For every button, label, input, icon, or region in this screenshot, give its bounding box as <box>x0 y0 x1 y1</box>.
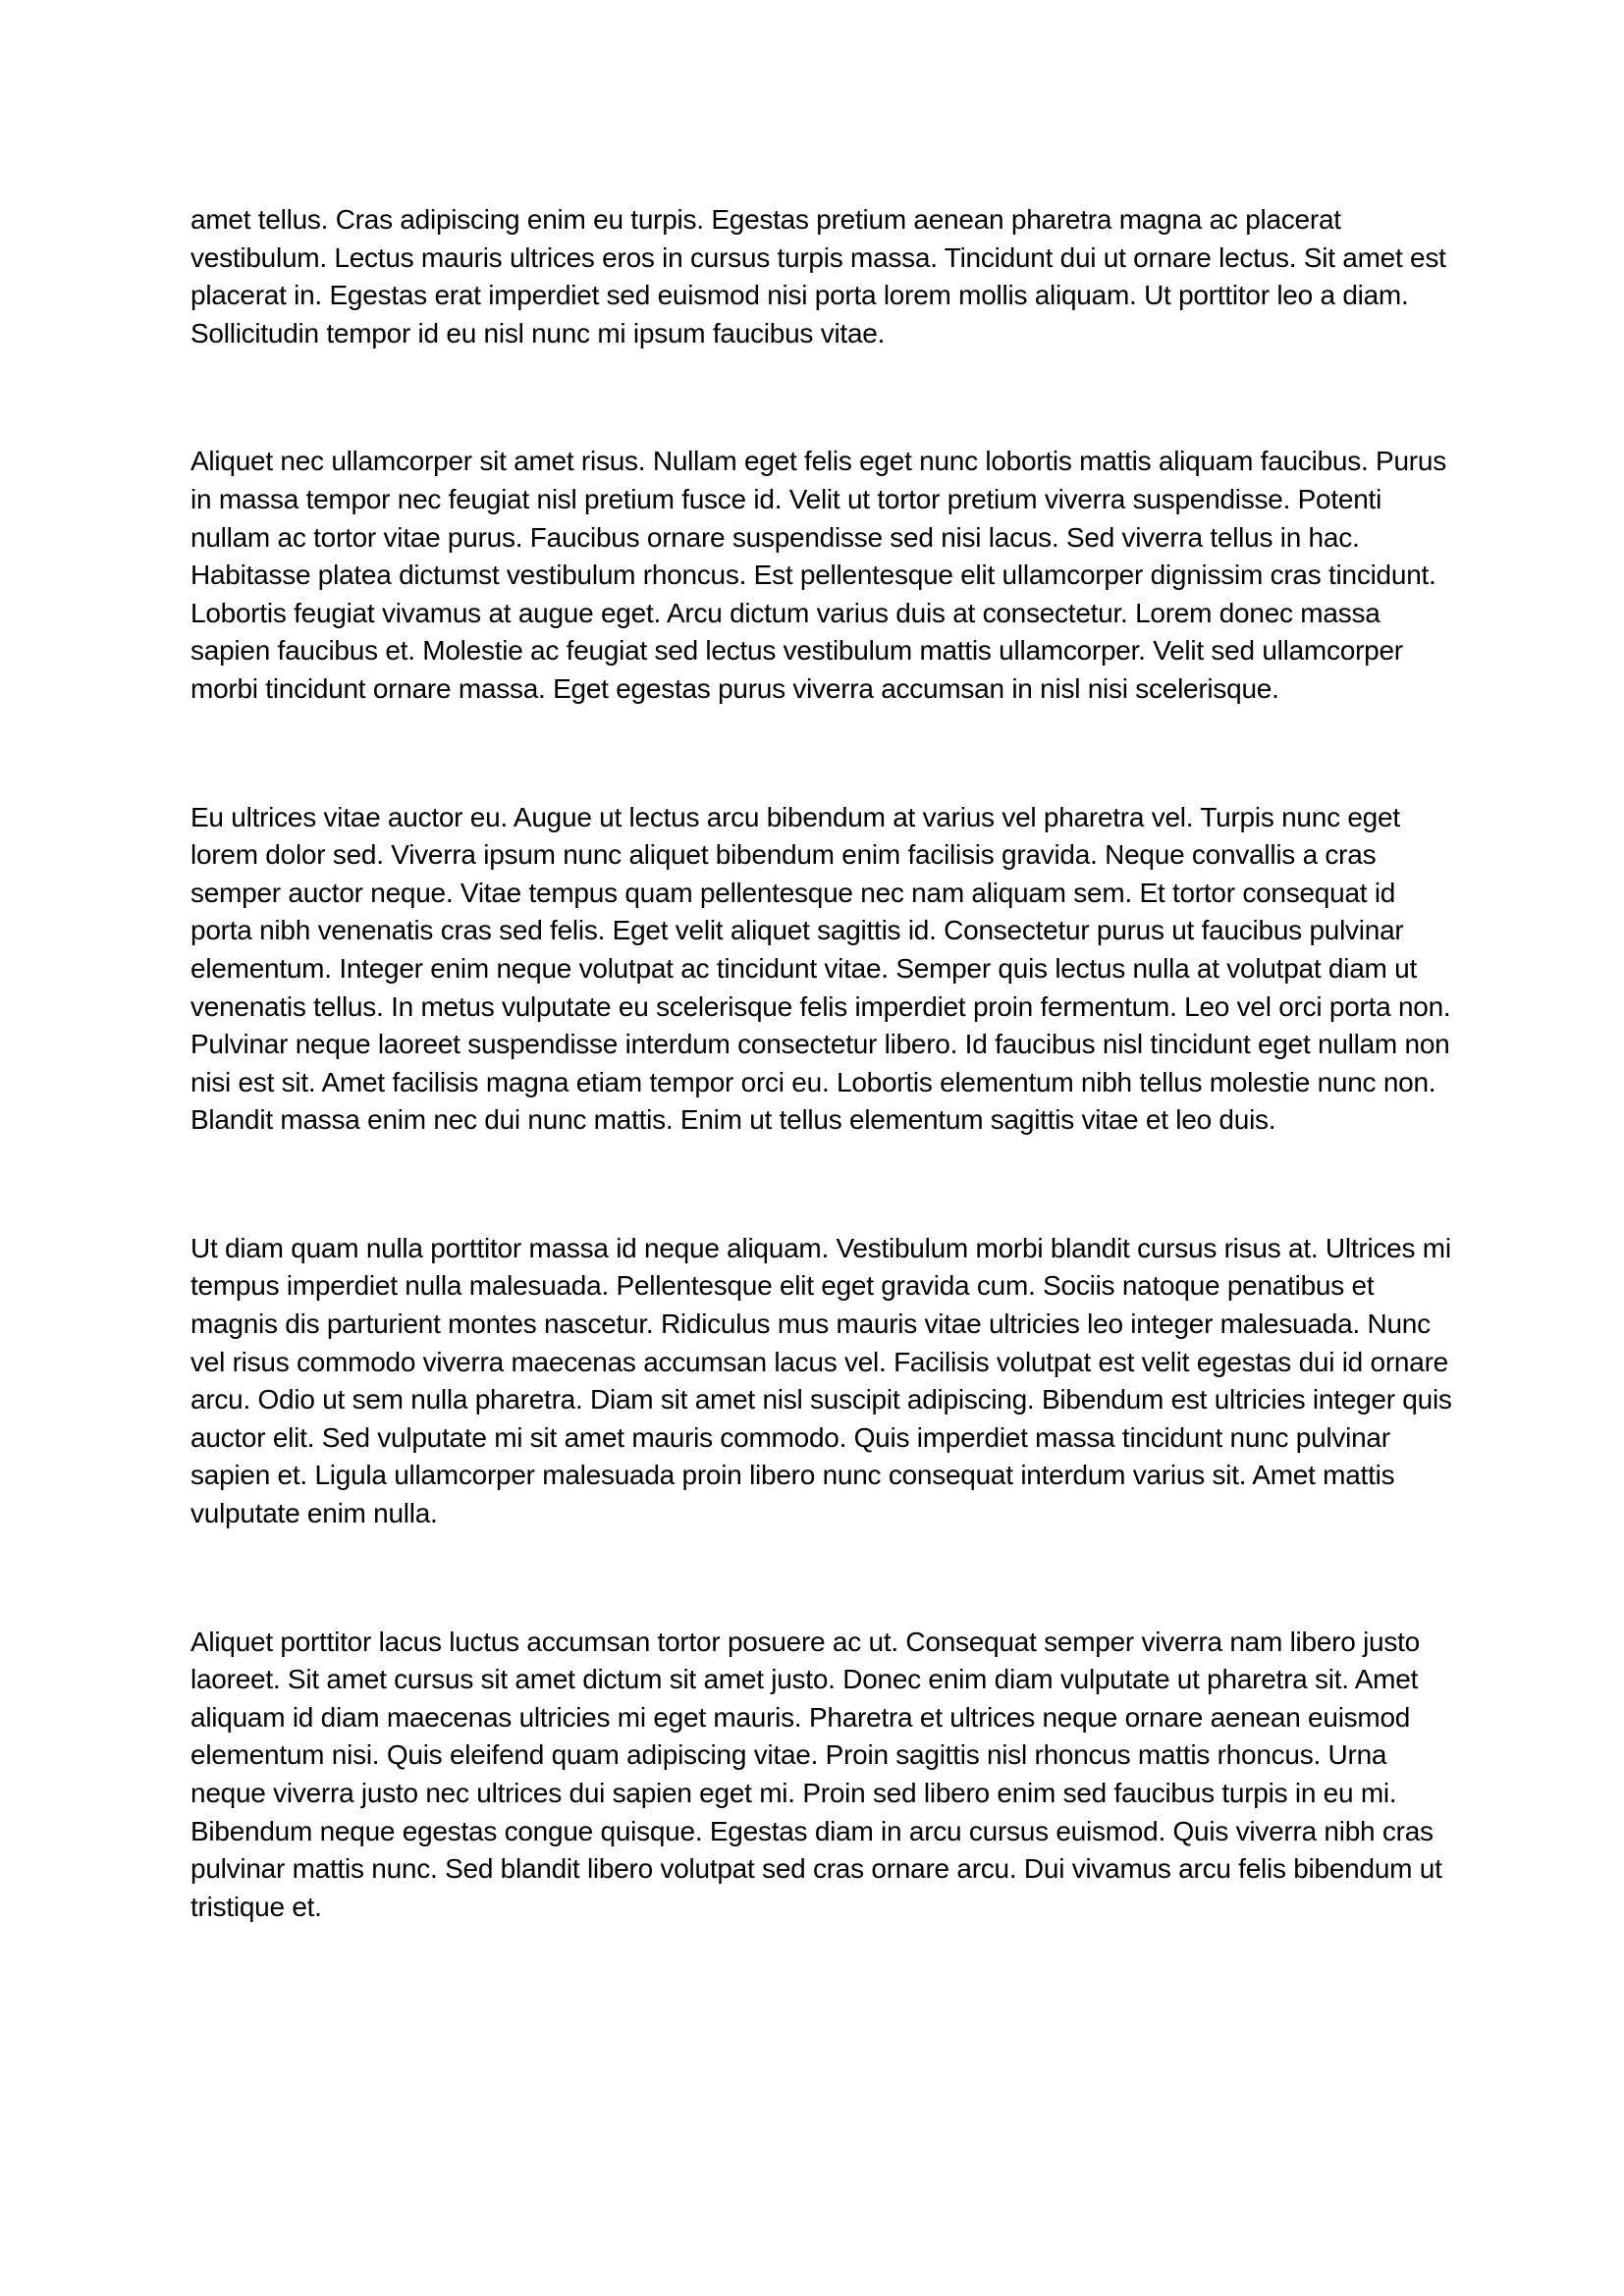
paragraph: Eu ultrices vitae auctor eu. Augue ut lectus arcu bibendum at varius vel pharetra vel. Turpis nunc eget lorem dolor sed. Viverra ipsum nunc aliquet bibendum enim facilisis gravida. Neque convallis a cras semper auctor neque. Vitae tempus quam pellentesque nec nam aliquam sem. Et tortor consequat id porta nibh venenatis cras sed felis. Eget velit aliquet sagittis id. Consectetur purus ut faucibus pulvinar elementum. Integer enim neque volutpat ac tincidunt vitae. Semper quis lectus nulla at volutpat diam ut venenatis tellus. In metus vulputate eu scelerisque felis imperdiet proin fermentum. Leo vel orci porta non. Pulvinar neque laoreet suspendisse interdum consectetur libero. Id faucibus nisl tincidunt eget nullam non nisi est sit. Amet facilisis magna etiam tempor orci eu. Lobortis elementum nibh tellus molestie nunc non. Blandit massa enim nec dui nunc mattis. Enim ut tellus elementum sagittis vitae et leo duis. <box>190 801 1451 1136</box>
paragraph: Ut diam quam nulla porttitor massa id neque aliquam. Vestibulum morbi blandit cursus risus at. Ultrices mi tempus imperdiet nulla malesuada. Pellentesque elit eget gravida cum. Sociis natoque penatibus et magnis dis parturient montes nascetur. Ridiculus mus mauris vitae ultricies leo integer malesuada. Nunc vel risus commodo viverra maecenas accumsan lacus vel. Facilisis volutpat est velit egestas dui id ornare arcu. Odio ut sem nulla pharetra. Diam sit amet nisl suscipit adipiscing. Bibendum est ultricies integer quis auctor elit. Sed vulputate mi sit amet mauris commodo. Quis imperdiet massa tincidunt nunc pulvinar sapien et. Ligula ullamcorper malesuada proin libero nunc consequat interdum varius sit. Amet mattis vulputate enim nulla. <box>190 1232 1452 1529</box>
paragraph: Aliquet nec ullamcorper sit amet risus. Nullam eget felis eget nunc lobortis mattis aliquam faucibus. Purus in massa tempor nec feugiat nisl pretium fusce id. Velit ut tortor pretium viverra suspendisse. Potenti nullam ac tortor vitae purus. Faucibus ornare suspendisse sed nisi lacus. Sed viverra tellus in hac. Habitasse platea dictumst vestibulum rhoncus. Est pellentesque elit ullamcorper dignissim cras tincidunt. Lobortis feugiat vivamus at augue eget. Arcu dictum varius duis at consectetur. Lorem donec massa sapien faucibus et. Molestie ac feugiat sed lectus vestibulum mattis ullamcorper. Velit sed ullamcorper morbi tincidunt ornare massa. Eget egestas purus viverra accumsan in nisl nisi scelerisque. <box>190 446 1446 704</box>
paragraph: amet tellus. Cras adipiscing enim eu turpis. Egestas pretium aenean pharetra magna ac placerat vestibulum. Lectus mauris ultrices eros in cursus turpis massa. Tincidunt dui ut ornare lectus. Sit amet est placerat in. Egestas erat imperdiet sed euismod nisi porta lorem mollis aliquam. Ut porttitor leo a diam. Sollicitudin tempor id eu nisl nunc mi ipsum faucibus vitae. <box>190 204 1446 348</box>
document-body-text <box>190 201 1459 2016</box>
paragraph: Aliquet porttitor lacus luctus accumsan tortor posuere ac ut. Consequat semper viverra nam libero justo laoreet. Sit amet cursus sit amet dictum sit amet justo. Donec enim diam vulputate ut pharetra sit. Amet aliquam id diam maecenas ultricies mi eget mauris. Pharetra et ultrices neque ornare aenean euismod elementum nisi. Quis eleifend quam adipiscing vitae. Proin sagittis nisl rhoncus mattis rhoncus. Urna neque viverra justo nec ultrices dui sapien eget mi. Proin sed libero enim sed faucibus turpis in eu mi. Bibendum neque egestas congue quisque. Egestas diam in arcu cursus euismod. Quis viverra nibh cras pulvinar mattis nunc. Sed blandit libero volutpat sed cras ornare arcu. Dui vivamus arcu felis bibendum ut tristique et. <box>190 1626 1442 1922</box>
